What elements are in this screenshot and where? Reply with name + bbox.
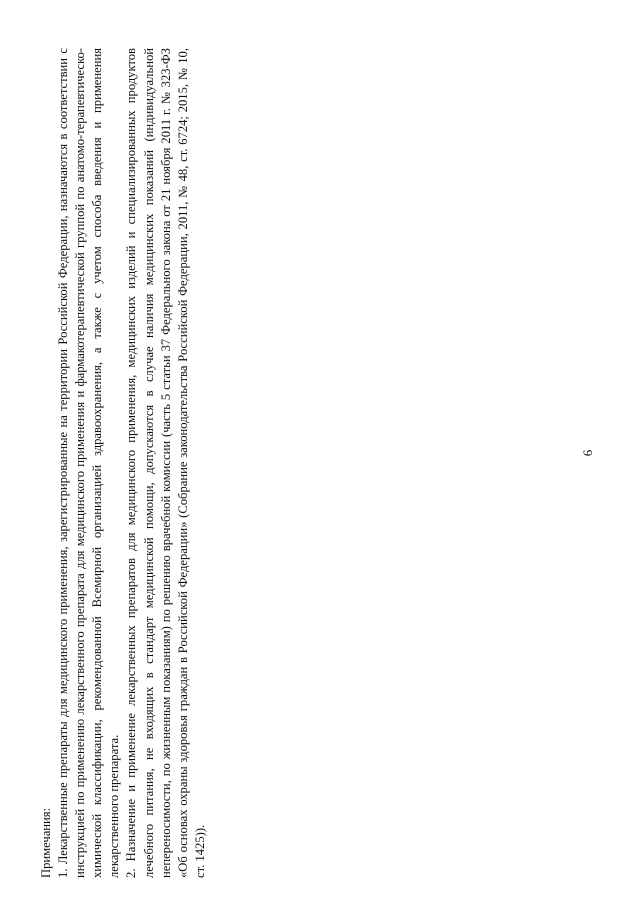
page-number: 6 — [580, 449, 595, 457]
note-2: 2. Назначение и применение лекарственных препаратов для медицинского применения, медицинских изделий и специализированных продуктов лечебного питания, не входящих в стандарт медицинской помощи, допускаются в случае наличия медицинских показаний (индивидуальной непереносимости, по жизненным показаниям) по решению врачебной комиссии (часть 5 статьи 37 Федерального закона от 21 ноября 2011 г. № 323-ФЗ «Об основах охраны здоровья граждан в Российской Федерации» (Собрание законодательства Российской Федерации, 2011, № 48, ст. 6724; 2015, № 10, ст. 1425)). — [124, 48, 207, 878]
note-1: 1. Лекарственные препараты для медицинского применения, зарегистрированные на территории Российской Федерации, назначаются в соответствии с инструкцией по применению лекарственного препарата для медицинского применения и фармакотерапевтической группой по анатомо-терапевтическо-химической классификации, рекомендованной Всемирной организацией здравоохранения, а также с учетом способа введения и применения лекарственного препарата. — [56, 48, 122, 878]
notes-heading: Примечания: — [39, 807, 53, 878]
notes-block — [38, 48, 209, 878]
